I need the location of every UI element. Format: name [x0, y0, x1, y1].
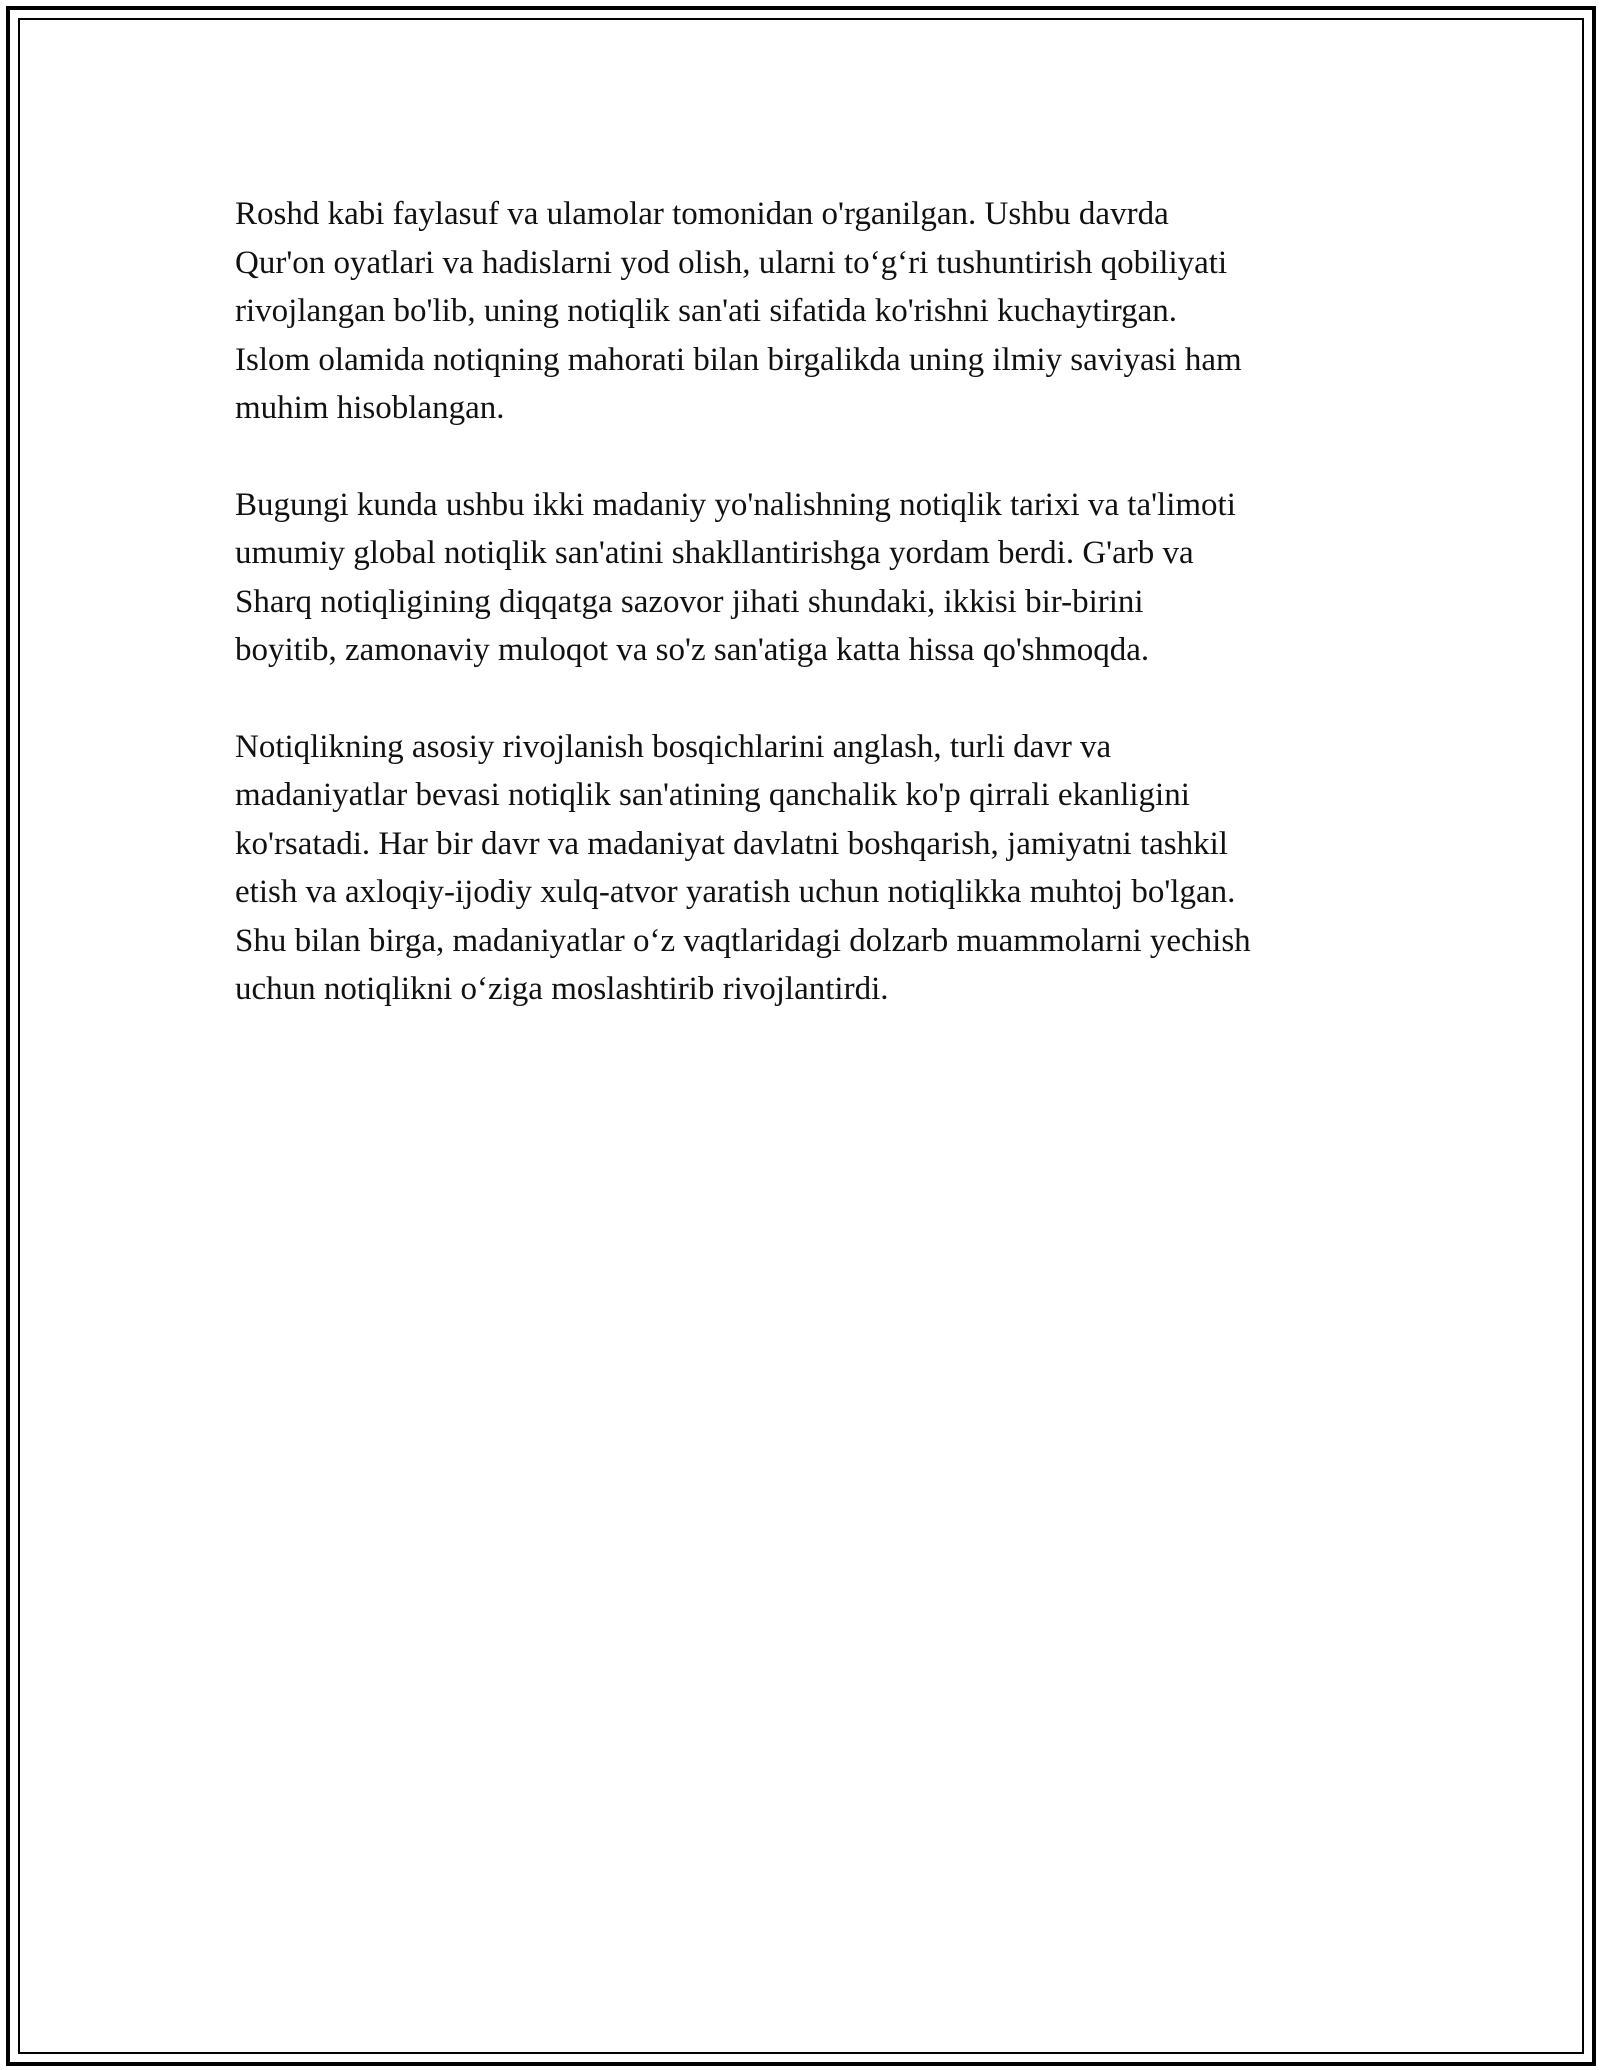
text-line: Notiqlikning asosiy rivojlanish bosqichlarini anglash, turli davr va — [235, 728, 1112, 765]
paragraph-2 — [235, 481, 1385, 675]
text-line: Roshd kabi faylasuf va ulamolar tomonidan o'rganilgan. Ushbu davrda — [235, 196, 1169, 232]
text-line: ko'rsatadi. Har bir davr va madaniyat davlatni boshqarish, jamiyatni tashkil — [235, 825, 1228, 862]
text-line: Shu bilan birga, madaniyatlar o‘z vaqtlaridagi dolzarb muammolarni yechish — [235, 922, 1251, 959]
text-line: Qur'on oyatlari va hadislarni yod olish, ularni to‘g‘ri tushuntirish qobiliyati — [235, 244, 1228, 281]
text-line: boyitib, zamonaviy muloqot va so'z san'atiga katta hissa qo'shmoqda. — [235, 632, 1150, 668]
paragraph-3 — [235, 723, 1385, 1014]
text-line: muhim hisoblangan. — [235, 390, 505, 426]
text-line: etish va axloqiy-ijodiy xulq-atvor yaratish uchun notiqlikka muhtoj bo'lgan. — [235, 874, 1236, 910]
text-line: Islom olamida notiqning mahorati bilan birgalikda uning ilmiy saviyasi ham — [235, 341, 1242, 378]
text-line: uchun notiqlikni o‘ziga moslashtirib rivojlantirdi. — [235, 971, 889, 1007]
text-line: umumiy global notiqlik san'atini shakllantirishga yordam berdi. G'arb va — [235, 535, 1194, 571]
text-line: Sharq notiqligining diqqatga sazovor jihati shundaki, ikkisi bir-birini — [235, 583, 1144, 620]
text-line: madaniyatlar bevasi notiqlik san'atining qanchalik ko'p qirrali ekanligini — [235, 777, 1190, 813]
document-body — [235, 190, 1385, 1062]
text-line: rivojlangan bo'lib, uning notiqlik san'ati sifatida ko'rishni kuchaytirgan. — [235, 293, 1177, 329]
text-line: Bugungi kunda ushbu ikki madaniy yo'nalishning notiqlik tarixi va ta'limoti — [235, 486, 1236, 523]
paragraph-1 — [235, 190, 1385, 433]
